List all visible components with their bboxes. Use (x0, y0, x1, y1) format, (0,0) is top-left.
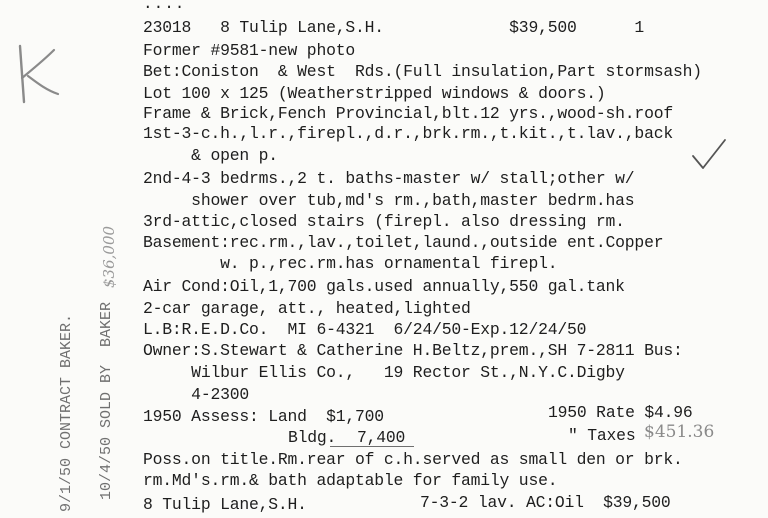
stamp-sold-amount: $36,000 (100, 225, 118, 288)
assess-bldg-label: Bldg. (288, 428, 337, 447)
poss-line-1: Poss.on title.Rm.rear of c.h.served as small den or brk. (143, 450, 683, 469)
listing-line-10: 3rd-attic,closed stairs (firepl. also dressing rm. (143, 212, 625, 231)
listing-line-14: 2-car garage, att., heated,lighted (143, 299, 471, 318)
listing-line-17: Wilbur Ellis Co., 19 Rector St.,N.Y.C.Digby (143, 363, 625, 382)
listing-line-11: Basement:rec.rm.,lav.,toilet,laund.,outside ent.Copper (143, 233, 664, 252)
footer-address: 8 Tulip Lane,S.H. (143, 495, 307, 514)
listing-line-4: Lot 100 x 125 (Weatherstripped windows & doors.) (143, 84, 606, 103)
listing-line-3: Bet:Coniston & West Rds.(Full insulation,Part stormsash) (143, 62, 702, 81)
card-dots: .... (143, 0, 186, 13)
taxes-label: " Taxes (568, 426, 636, 445)
listing-line-7: & open p. (143, 146, 278, 165)
listing-line-8: 2nd-4-3 bedrms.,2 t. baths-master w/ stall;other w/ (143, 169, 635, 188)
listing-line-6: 1st-3-c.h.,l.r.,firepl.,d.r.,brk.rm.,t.kit.,t.lav.,back (143, 124, 673, 143)
listing-line-16: Owner:S.Stewart & Catherine H.Beltz,prem.,SH 7-2811 Bus: (143, 341, 683, 360)
stamp-sold: 10/4/50 SOLD BY BAKER (98, 301, 115, 500)
check-mark-icon (689, 138, 729, 174)
bldg-underline (330, 446, 414, 447)
poss-line-2: rm.Md's.rm.& bath adaptable for family use. (143, 471, 558, 490)
listing-line-5: Frame & Brick,Fench Provincial,blt.12 yrs.,wood-sh.roof (143, 104, 673, 123)
listing-line-12: w. p.,rec.rm.has ornamental firepl. (143, 254, 558, 273)
footer-summary: 7-3-2 lav. AC:Oil $39,500 (420, 493, 671, 512)
taxes-value: $451.36 (644, 422, 715, 442)
listing-line-2: Former #9581-new photo (143, 41, 355, 60)
tax-rate: 1950 Rate $4.96 (548, 403, 693, 422)
listing-line-9: shower over tub,md's rm.,bath,master bedrm.has (143, 191, 635, 210)
listing-line-1: 23018 8 Tulip Lane,S.H. $39,500 1 (143, 18, 645, 37)
listing-line-18: 4-2300 (143, 385, 249, 404)
assess-bldg-value: 7,400 (357, 428, 406, 447)
assess-land: 1950 Assess: Land $1,700 (143, 407, 384, 426)
handwritten-k-mark (6, 38, 66, 108)
stamp-contract: 9/1/50 CONTRACT BAKER. (58, 313, 75, 512)
listing-line-15: L.B:R.E.D.Co. MI 6-4321 6/24/50-Exp.12/24/50 (143, 320, 587, 339)
listing-line-13: Air Cond:Oil,1,700 gals.used annually,550 gal.tank (143, 277, 625, 296)
